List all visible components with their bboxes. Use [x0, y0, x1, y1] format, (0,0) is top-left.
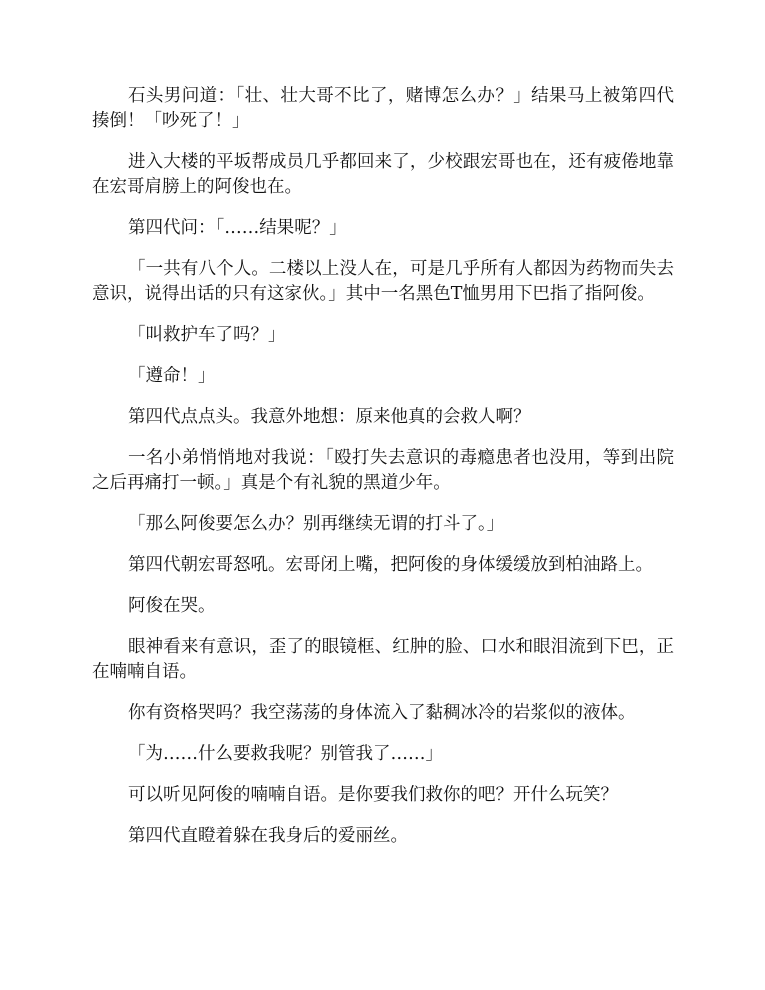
paragraph: 「叫救护车了吗？」 [128, 325, 286, 345]
document-page [92, 84, 674, 865]
paragraph: 第四代点点头。我意外地想：原来他真的会救人啊？ [128, 407, 531, 427]
paragraph: 「为……什么要救我呢？别管我了……」 [128, 744, 443, 764]
paragraph: 石头男问道：「壮、壮大哥不比了，赌博怎么办？」结果马上被第四代揍倒！「吵死了！」 [92, 86, 674, 131]
paragraph: 「一共有八个人。二楼以上没人在，可是几乎所有人都因为药物而失去意识，说得出话的只有这家伙。」其中一名黑色T恤男用下巴指了指阿俊。 [92, 259, 674, 304]
paragraph: 第四代直瞪着躲在我身后的爱丽丝。 [128, 826, 408, 846]
paragraph: 阿俊在哭。 [128, 596, 216, 616]
paragraph: 你有资格哭吗？我空荡荡的身体流入了黏稠冰冷的岩浆似的液体。 [128, 703, 636, 723]
paragraph: 「那么阿俊要怎么办？别再继续无谓的打斗了。」 [128, 514, 505, 534]
paragraph: 可以听见阿俊的喃喃自语。是你要我们救你的吧？开什么玩笑？ [128, 785, 618, 805]
paragraph: 第四代朝宏哥怒吼。宏哥闭上嘴，把阿俊的身体缓缓放到柏油路上。 [128, 555, 653, 575]
paragraph: 一名小弟悄悄地对我说：「殴打失去意识的毒瘾患者也没用，等到出院之后再痛打一顿。」真是个有礼貌的黑道少年。 [92, 448, 674, 493]
paragraph: 「遵命！」 [128, 366, 216, 386]
paragraph: 进入大楼的平坂帮成员几乎都回来了，少校跟宏哥也在，还有疲倦地靠在宏哥肩膀上的阿俊也在。 [92, 152, 674, 197]
paragraph: 眼神看来有意识，歪了的眼镜框、红肿的脸、口水和眼泪流到下巴，正在喃喃自语。 [92, 637, 674, 682]
paragraph: 第四代问：「……结果呢？」 [128, 218, 347, 238]
